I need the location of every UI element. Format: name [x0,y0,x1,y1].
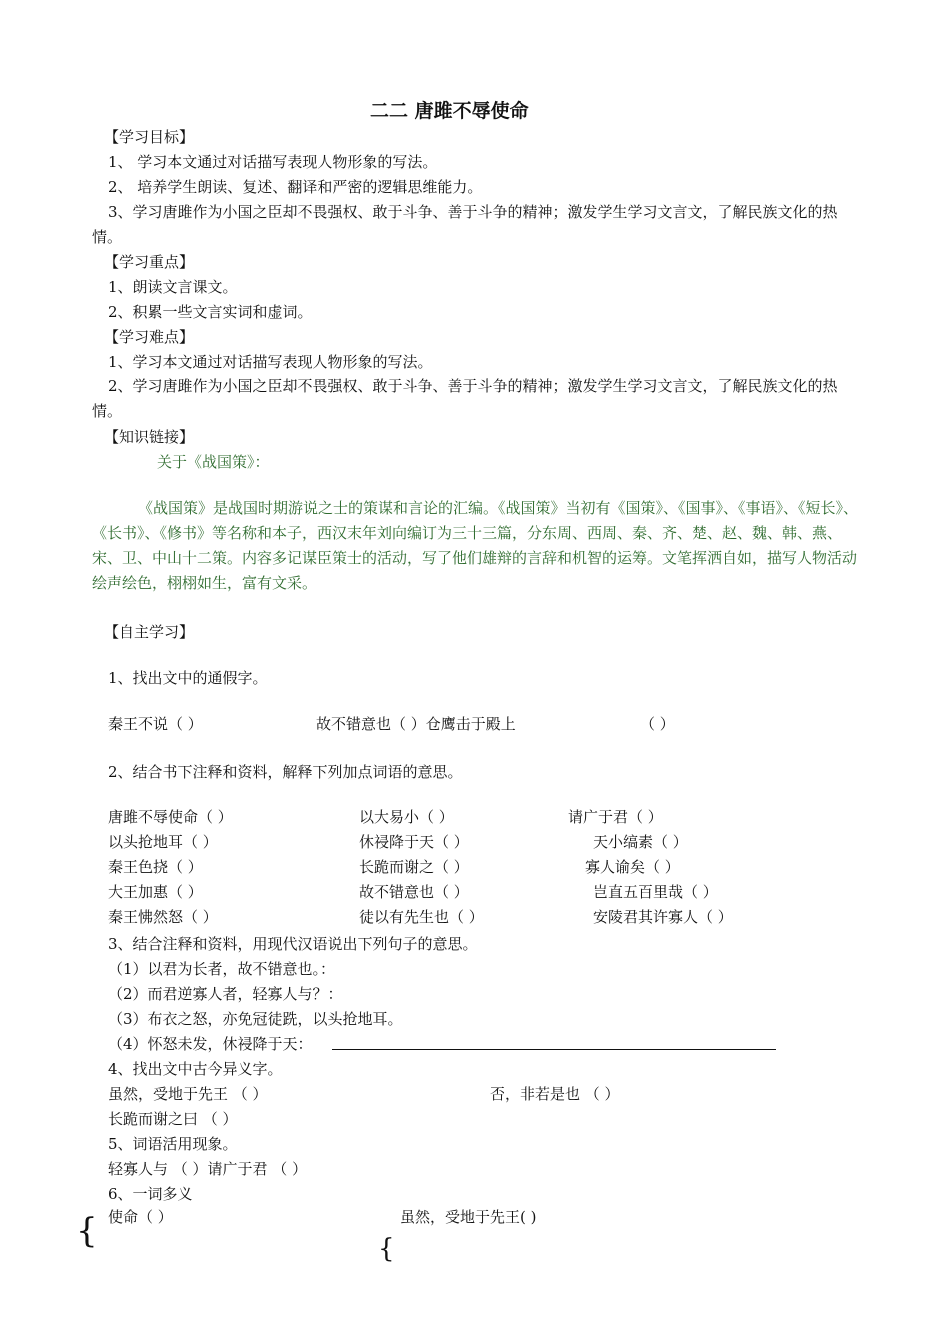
difficulties-heading: 【学习难点】 [104,328,195,346]
q2-item: 秦王怫然怒（ ） [108,908,218,926]
page-title: 二二 唐雎不辱使命 [370,100,529,122]
q2-item: 徒以有先生也（ ） [359,908,484,926]
answer-line [332,1049,776,1050]
knowledge-paragraph: 《战国策》是战国时期游说之士的策谋和言论的汇编。《战国策》当初有《国策》、《国事》、《事语》、《短长》、《长书》、《修书》等名称和本子，西汉末年刘向编订为三十三篇，分东周、西周、秦、齐、楚、赵、魏、韩、燕、宋、卫、中山十二策。内容多记谋臣策士的活动，写了他们雄辩的言辞和机智的运筹。文笔挥洒自如，描写人物活动绘声绘色，栩栩如生，富有文采。 [92,499,859,592]
key-point-item: 2、积累一些文言实词和虚词。 [108,303,313,321]
q2-item: 天小缟素（ ） [593,833,688,851]
goals-heading: 【学习目标】 [104,128,195,146]
q3-item: （3）布衣之怒，亦免冠徒跣，以头抢地耳。 [108,1010,403,1028]
q4-prompt: 4、找出文中古今异义字。 [108,1060,283,1078]
q2-prompt: 2、结合书下注释和资料，解释下列加点词语的意思。 [108,763,463,781]
q5-item: 轻寡人与 （ ）请广于君 （ ） [108,1160,308,1178]
key-points-heading: 【学习重点】 [104,253,195,271]
q3-item: （2）而君逆寡人者，轻寡人与？： [108,985,343,1003]
goal-item: 2、 培养学生朗读、复述、翻译和严密的逻辑思维能力。 [108,178,483,196]
q3-item: （1）以君为长者，故不错意也。： [108,960,336,978]
q2-item: 唐雎不辱使命（ ） [108,808,233,826]
q2-item: 岂直五百里哉（ ） [593,883,718,901]
q2-item: 以大易小（ ） [359,808,454,826]
key-point-item: 1、朗读文言课文。 [108,278,238,296]
knowledge-subtitle: 关于《战国策》： [157,453,270,471]
q4-item: 长跪而谢之曰 （ ） [108,1110,238,1128]
q2-item: 安陵君其许寡人（ ） [593,908,733,926]
difficulty-item: 2、学习唐雎作为小国之臣却不畏强权、敢于斗争、善于斗争的精神；激发学生学习文言文，了解民族文化的热情。 [92,377,838,420]
goal-item: 3、学习唐雎作为小国之臣却不畏强权、敢于斗争、善于斗争的精神；激发学生学习文言文，了解民族文化的热情。 [92,203,838,246]
difficulty-item: 1、学习本文通过对话描写表现人物形象的写法。 [108,353,433,371]
q2-item: 以头抢地耳（ ） [108,833,218,851]
q2-item: 大王加惠（ ） [108,883,203,901]
q2-item: 故不错意也（ ） [359,883,469,901]
q2-item: 请广于君（ ） [568,808,663,826]
self-study-heading: 【自主学习】 [104,623,195,641]
brace-left: { [76,1211,98,1251]
knowledge-heading: 【知识链接】 [104,428,195,446]
q6-item: 使命（ ） [108,1208,173,1226]
q6-prompt: 6、一词多义 [108,1185,193,1203]
brace-right: { [378,1234,395,1264]
goal-item: 1、 学习本文通过对话描写表现人物形象的写法。 [108,153,438,171]
q1-item: （ ） [640,715,675,733]
q4-item: 否，非若是也 （ ） [490,1085,620,1103]
q1-prompt: 1、找出文中的通假字。 [108,669,268,687]
q1-item: 故不错意也（ ）仓鹰击于殿上 [316,715,516,733]
q2-item: 休祲降于天（ ） [359,833,469,851]
q4-item: 虽然，受地于先王 （ ） [108,1085,268,1103]
q2-item: 寡人谕矣（ ） [585,858,680,876]
q5-prompt: 5、词语活用现象。 [108,1135,238,1153]
q3-item: （4）怀怒未发，休祲降于天： [108,1035,313,1053]
q1-item: 秦王不说（ ） [108,715,203,733]
q2-item: 秦王色挠（ ） [108,858,203,876]
q6-item: 虽然，受地于先王( ) [400,1208,537,1226]
q3-prompt: 3、结合注释和资料，用现代汉语说出下列句子的意思。 [108,935,478,953]
q2-item: 长跪而谢之（ ） [359,858,469,876]
